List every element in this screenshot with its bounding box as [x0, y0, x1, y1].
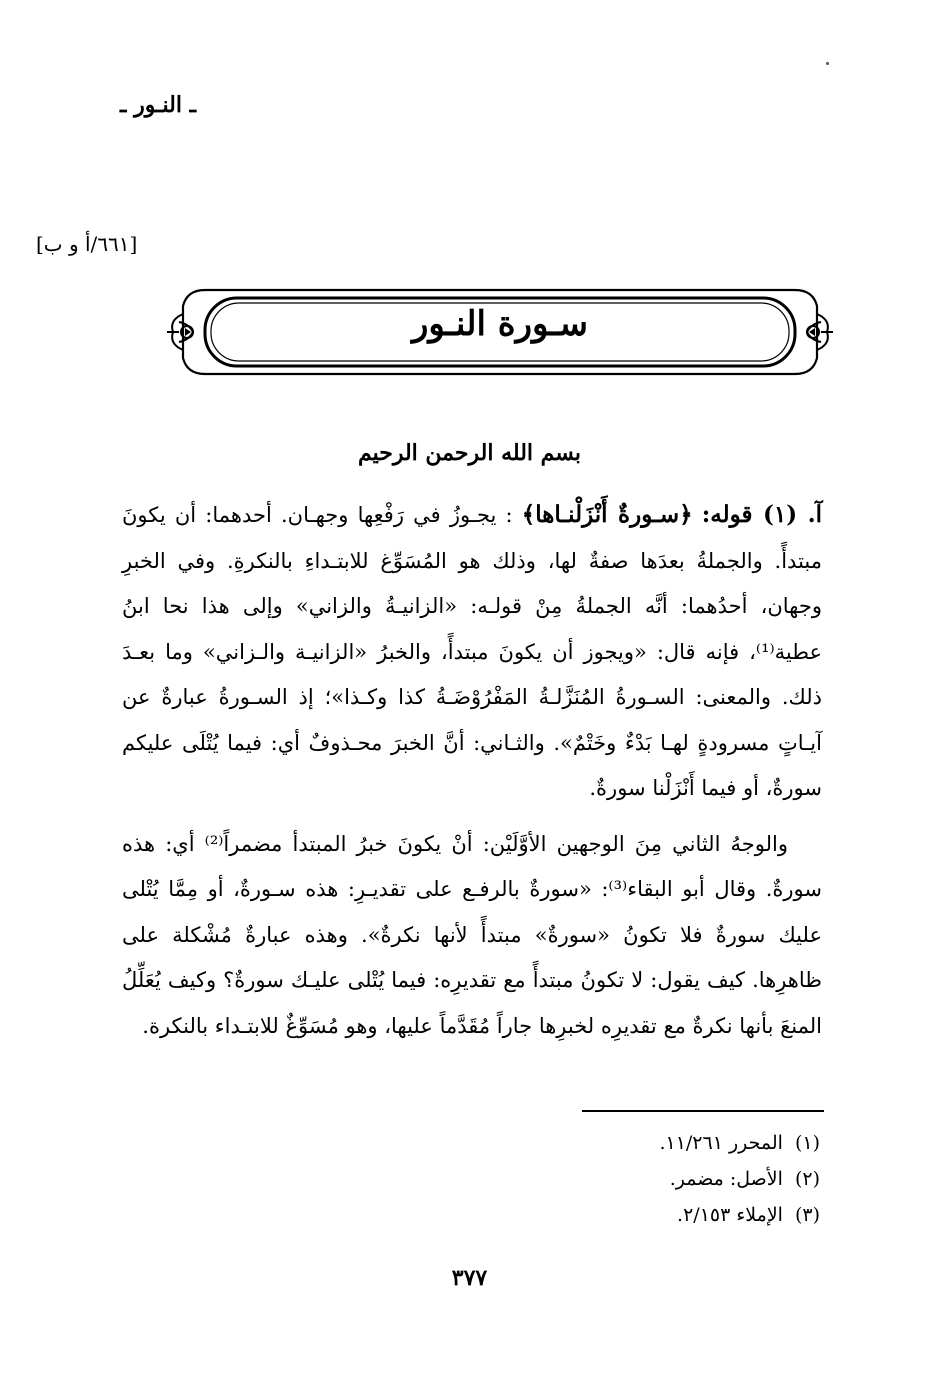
paragraph-1: [122, 492, 822, 812]
surah-title: سـورة النـور: [411, 304, 589, 344]
footnote-number: (١): [794, 1132, 820, 1154]
footnote-1: [400, 1125, 820, 1161]
basmala: بسم الله الرحمن الرحيم: [357, 440, 582, 466]
paragraph-2: [122, 822, 822, 1050]
scan-speck: [826, 62, 829, 65]
commentary-body: [122, 492, 822, 1049]
footnote-2: [400, 1161, 820, 1197]
footnote-number: (٢): [794, 1168, 820, 1190]
footnote-text: المحرر ١١/٢٦١.: [659, 1132, 783, 1154]
running-header: ـ النـور ـ: [120, 92, 197, 118]
surah-title-frame: [165, 284, 835, 380]
quran-quote: ﴿سـورةٌ أَنْزَلْنـاها﴾: [521, 501, 693, 528]
verse-lead: آ. (١) قوله:: [701, 501, 822, 528]
footnote-number: (٣): [794, 1204, 820, 1226]
footnote-3: [400, 1197, 820, 1233]
footnote-text: الإملاء ٢/١٥٣.: [677, 1204, 783, 1226]
paragraph-1-text: : يجـوزُ في رَفْعِها وجهـان. أحدهما: أن يكونَ مبتدأً. والجملةُ بعدَها صفةٌ لها، وذلك هو المُسَوِّغ للابتـداءِ بالنكرةِ. وفي الخبرِ وجهان، أحدُهما: أنَّه الجملةُ مِنْ قولـه: «الزانيـةُ والزاني» وإلى هذا نحا ابنُ عطية⁽¹⁾، فإنه قال: «ويجوز أن يكونَ مبتدأً، والخبرُ «الزانيـة والـزاني» وما بعـدَ ذلك. والمعنى: السـورةُ المُنَزَّلـةُ المَفْرُوْضَـةُ كذا وكـذا»؛ إذ السـورةُ عبارةٌ عن آيـاتٍ مسرودةٍ لهـا بَدْءٌ وخَتْمٌ». والثـاني: أنَّ الخبرَ محـذوفٌ أي: فيما يُتْلَى عليكم سورةٌ، أو فيما أَنْزَلْنا سورةٌ.: [122, 503, 822, 800]
footnote-text: الأصل: مضمر.: [669, 1168, 783, 1190]
paragraph-2-text: والوجهُ الثاني مِنَ الوجهين الأوَّلَيْن: أنْ يكونَ خبرُ المبتدأ مضمراً⁽²⁾ أي: هذه سورةٌ. وقال أبو البقاء⁽³⁾: «سورةٌ بالرفـع على تقديـرِ: هذه سـورةٌ، أو مِمَّا يُتْلى عليك سورةٌ فلا تكونُ «سورةٌ» مبتدأً لأنها نكرةٌ». وهذه عبارةٌ مُشْكلة على ظاهرِها. كيف يقول: لا تكونُ مبتدأً مع تقديرِه: فيما يُتْلى عليـك سورةٌ؟ وكيف يُعَلِّلُ المنعَ بأنها نكرةٌ مع تقديرِه لخبرِها جاراً مُقَدَّماً عليها، وهو مُسَوِّغٌ للابتـداء بالنكرة.: [122, 831, 823, 1038]
manuscript-reference: [٦٦١/أ و ب]: [36, 232, 138, 256]
footnotes: [400, 1125, 820, 1233]
page-number: ٣٧٧: [451, 1265, 488, 1291]
footnote-divider: [582, 1110, 824, 1112]
